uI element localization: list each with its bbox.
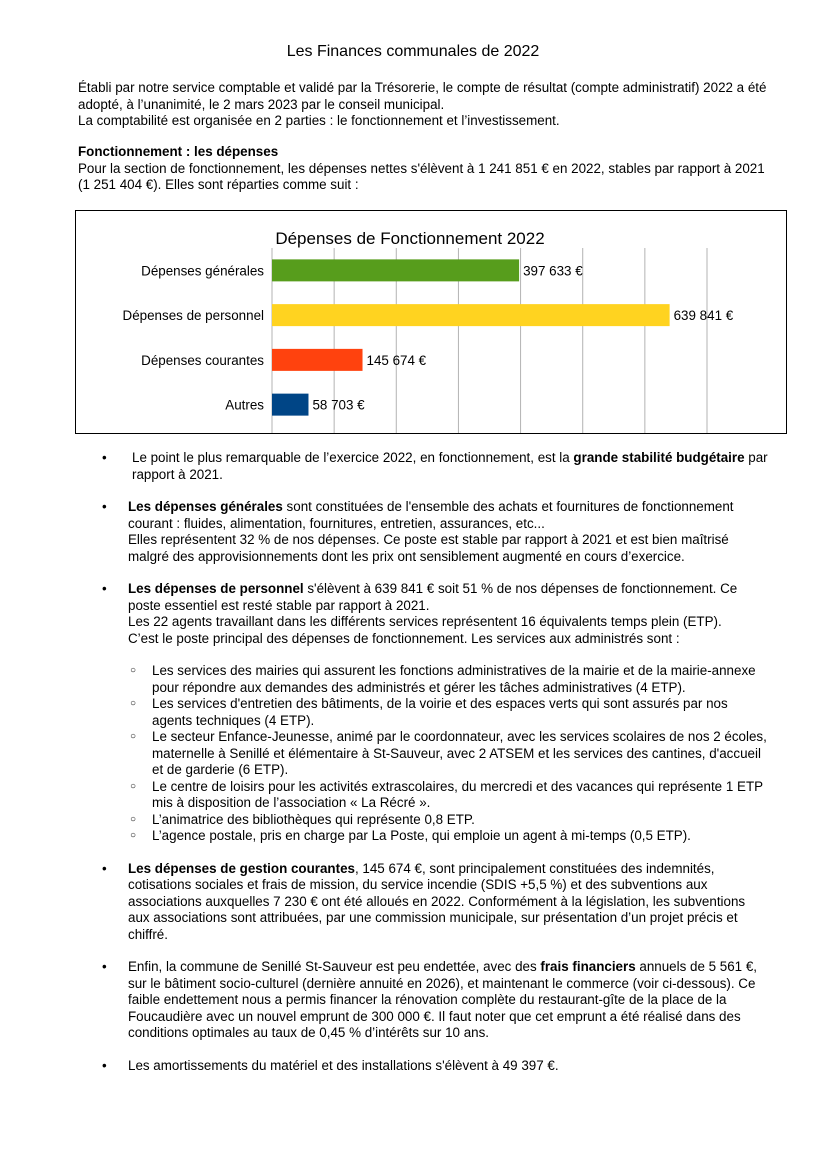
data-label: 397 633 € (523, 263, 583, 279)
chart-bar (272, 394, 308, 416)
bullet-list (78, 450, 768, 1090)
sublist-item: ○ Le centre de loisirs pour les activités extrascolaires, du mercredi et des vacances qui représente 1 ETP mis à disposition de l’association « La Récré ». (104, 779, 768, 812)
bullet-frais-financiers: • Enfin, la commune de Senillé St-Sauveur est peu endettée, avec des frais financiers annuels de 5 561 €, sur le bâtiment socio-culturel (dernière annuité en 2026), et maintenant le commerce (voir ci-dessous). Ce faible endettement nous a permis financer la rénovation complète du restaurant-gîte de la place de la Foucaudière avec un nouvel emprunt de 300 000 €. Il faut noter que cet emprunt a été réalisé dans des conditions optimales au taux de 0,45 % d’intérêts sur 10 ans. (78, 959, 768, 1042)
sublist-item: ○ L’agence postale, pris en charge par La Poste, qui emploie un agent à mi-temps (0,5 ETP). (104, 828, 768, 845)
bullet-amortissements: • Les amortissements du matériel et des installations s'élèvent à 49 397 €. (78, 1058, 768, 1075)
category-label: Dépenses générales (141, 263, 264, 279)
bullet-stabilite: • Le point le plus remarquable de l’exercice 2022, en fonctionnement, est la grande stabilité budgétaire par rapport à 2021. (78, 450, 768, 483)
chart-bar (272, 304, 670, 326)
bar-chart (76, 211, 786, 433)
bullet-gestion-courantes: • Les dépenses de gestion courantes, 145 674 €, sont principalement constituées des indemnités, cotisations sociales et frais de mission, du service incendie (SDIS +5,5 %) et des subventions aux associations auxquelles 7 230 € ont été alloués en 2022. Conformément à la législation, les subventions aux associations sont attribuées, par une commission municipale, sur présentation d’un projet précis et chiffré. (78, 861, 768, 944)
page-title: Les Finances communales de 2022 (286, 43, 540, 60)
bullet-depenses-generales: • Les dépenses générales sont constituées de l'ensemble des achats et fournitures de fonctionnement courant : fluides, alimentation, fournitures, entretien, assurances, etc... Elles représentent 32 % de nos dépenses. Ce poste est stable par rapport à 2021 et est bien maîtrisé malgré des approvisionnements dont les prix ont sensiblement augmenté en cours d’exercice. (78, 499, 768, 565)
category-label: Autres (225, 397, 264, 413)
sublist-item: ○ L’animatrice des bibliothèques qui représente 0,8 ETP. (104, 812, 768, 829)
sublist-item: ○ Le secteur Enfance-Jeunesse, animé par le coordonnateur, avec les services scolaires de nos 2 écoles, maternelle à Senillé et élémentaire à St-Sauveur, avec 2 ATSEM et les services des cantines, d'accueil et de garderie (6 ETP). (104, 729, 768, 779)
services-sublist (104, 663, 768, 845)
sublist-item: ○ Les services d'entretien des bâtiments, de la voirie et des espaces verts qui sont assurés par nos agents techniques (4 ETP). (104, 696, 768, 729)
chart-frame (75, 210, 787, 434)
section-text: Pour la section de fonctionnement, les dépenses nettes s'élèvent à 1 241 851 € en 2022, stables par rapport à 2021 (1 251 404 €). Elles sont réparties comme suit : (78, 160, 765, 192)
intro-line-1: Établi par notre service comptable et validé par la Trésorerie, le compte de résultat (compte administratif) 2022 a été adopté, à l’unanimité, le 2 mars 2023 par le conseil municipal. (78, 80, 767, 112)
category-label: Dépenses de personnel (122, 308, 264, 324)
chart-bar (272, 259, 519, 281)
intro-paragraph (78, 80, 768, 130)
section-fonctionnement (78, 144, 768, 194)
chart-title: Dépenses de Fonctionnement 2022 (275, 229, 545, 248)
intro-line-2: La comptabilité est organisée en 2 parties : le fonctionnement et l’investissement. (78, 113, 560, 128)
data-label: 639 841 € (673, 308, 734, 324)
bullet-depenses-personnel: • Les dépenses de personnel s'élèvent à 639 841 € soit 51 % de nos dépenses de fonctionnement. Ce poste essentiel est resté stable par rapport à 2021. Les 22 agents travaillant dans les différents services représentent 16 équivalents temps plein (ETP). C’est le poste principal des dépenses de fonctionnement. Les services aux administrés sont : ○ Les services des mairies qui assurent les fonctions administratives de la mairie et de la mairie-annexe pour répondre aux demandes des administrés et gérer les tâches administratives (4 ETP). ○ Les services d'entretien des bâtiments, de la voirie et des espaces verts qui sont assurés par nos agents techniques (4 ETP). ○ Le secteur Enfance-Jeunesse, animé par le coordonnateur, avec les services scolaires de nos 2 écoles, maternelle à Senillé et élémentaire à St-Sauveur, avec 2 ATSEM et les services des cantines, d'accueil et de garderie (6 ETP). ○ Le centre de loisirs pour les activités extrascolaires, du mercredi et des vacances qui représente 1 ETP mis à disposition de l’association « La Récré ». ○ L’animatrice des bibliothèques qui représente 0,8 ETP. ○ L’agence postale, pris en charge par La Poste, qui emploie un agent à mi-temps (0,5 ETP). (78, 581, 768, 845)
section-heading: Fonctionnement : les dépenses (78, 144, 279, 159)
category-label: Dépenses courantes (141, 352, 264, 368)
data-label: 145 674 € (366, 352, 427, 368)
chart-bar (272, 349, 363, 371)
sublist-item: ○ Les services des mairies qui assurent les fonctions administratives de la mairie et de la mairie-annexe pour répondre aux demandes des administrés et gérer les tâches administratives (4 ETP). (104, 663, 768, 696)
data-label: 58 703 € (312, 397, 365, 413)
